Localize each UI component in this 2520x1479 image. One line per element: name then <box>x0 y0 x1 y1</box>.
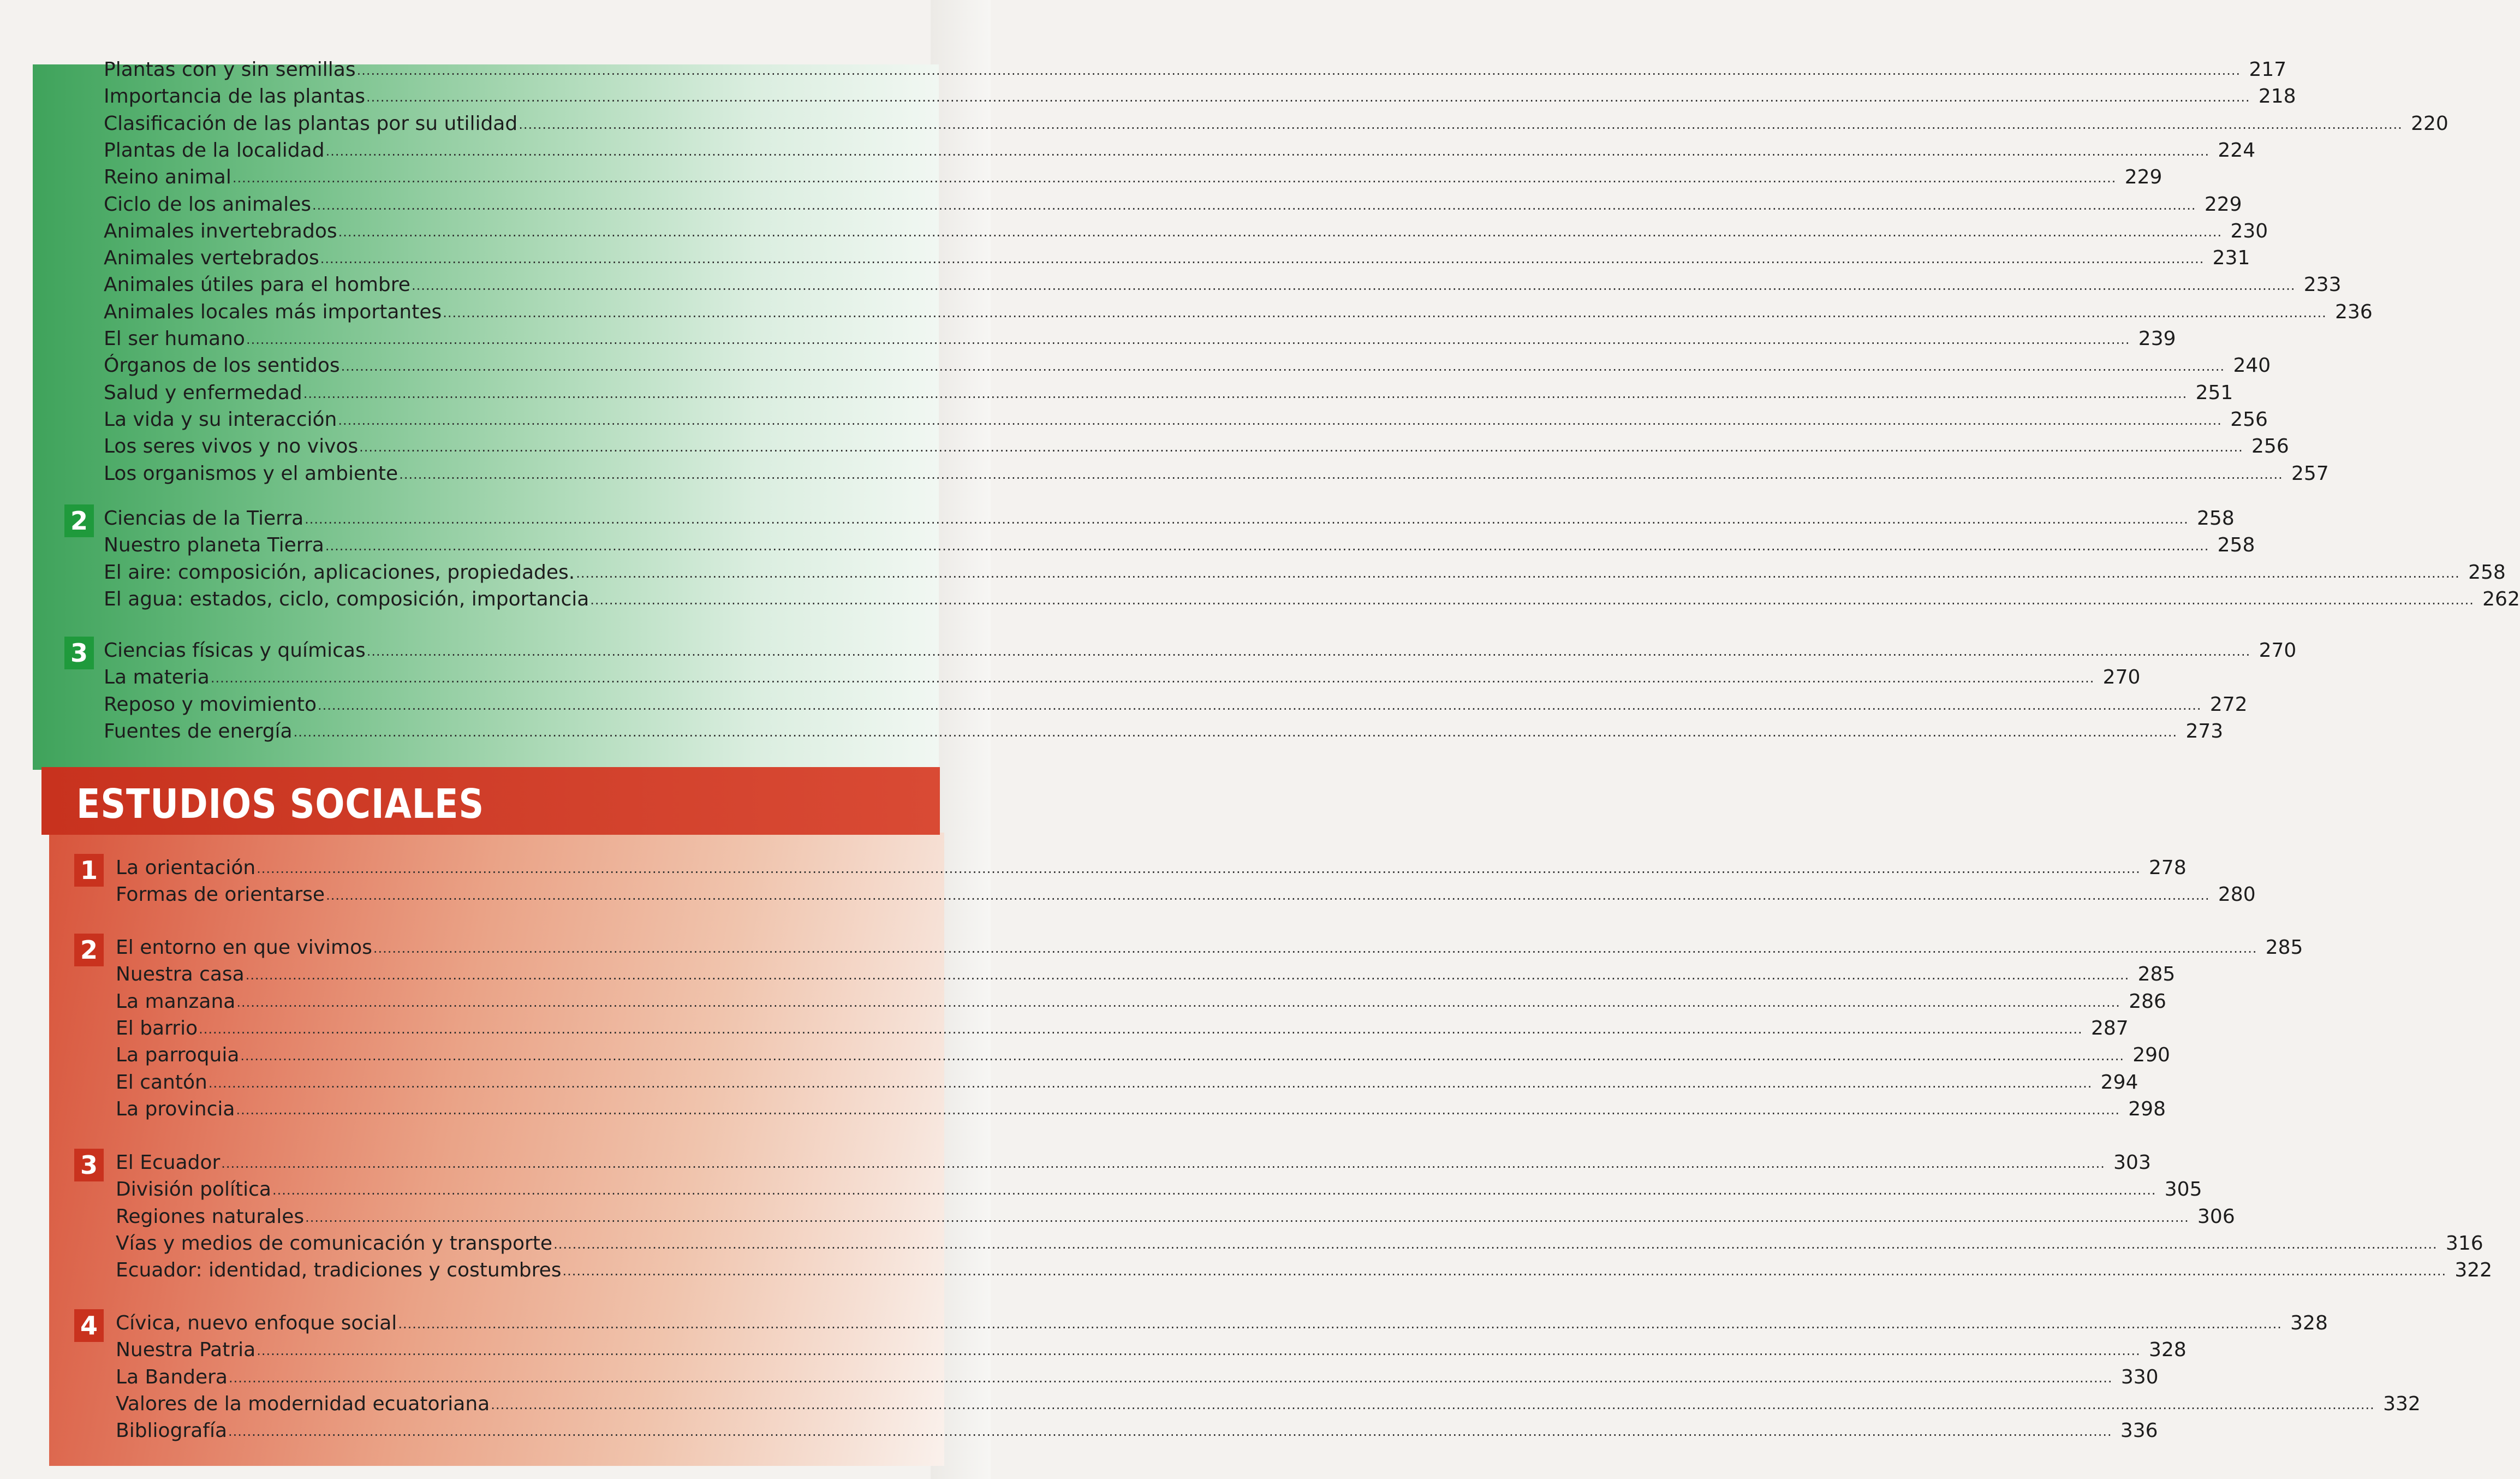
toc-entry-page: 287 <box>2090 1017 2129 1040</box>
dot-leader: ................................................................................................................................................................................................................................................................................................................................................................................................................ <box>519 116 2403 132</box>
toc-entry-page: 305 <box>2164 1178 2202 1201</box>
toc-entry-title: Vías y medios de comunicación y transporte <box>116 1232 553 1255</box>
toc-entry-title: Formas de orientarse <box>116 883 325 906</box>
toc-entry-page: 286 <box>2129 990 2166 1013</box>
toc-entry[interactable] <box>116 882 2256 908</box>
toc-entry-page: 229 <box>2124 166 2162 189</box>
toc-entry-page: 278 <box>2149 857 2187 879</box>
toc-entry-title: El entorno en que vivimos <box>116 936 372 959</box>
toc-entry[interactable] <box>104 111 2448 137</box>
dot-leader: ................................................................................................................................................................................................................................................................................................................................................................................................................ <box>553 1236 2438 1252</box>
toc-entry[interactable] <box>104 326 2176 352</box>
toc-entry-title: La vida y su interacción <box>104 408 337 431</box>
toc-entry-page: 270 <box>2102 666 2141 689</box>
dot-leader: ................................................................................................................................................................................................................................................................................................................................................................................................................ <box>341 359 2225 375</box>
toc-entry-title: El agua: estados, ciclo, composición, importancia <box>104 587 589 610</box>
dot-leader: ................................................................................................................................................................................................................................................................................................................................................................................................................ <box>312 197 2196 213</box>
dot-leader: ................................................................................................................................................................................................................................................................................................................................................................................................................ <box>338 412 2222 428</box>
toc-entry-title: La provincia <box>116 1097 235 1120</box>
toc-entry-title: Plantas de la localidad <box>104 139 325 162</box>
toc-entry[interactable] <box>104 272 2342 298</box>
toc-entry-page: 328 <box>2290 1312 2328 1334</box>
toc-entry[interactable] <box>116 1364 2159 1391</box>
toc-entry-title: Nuestra Patria <box>116 1339 256 1362</box>
toc-entry-title: Bibliografía <box>116 1419 228 1442</box>
section-number-badge: 4 <box>74 1309 104 1342</box>
section-number-badge: 2 <box>64 504 94 537</box>
toc-entry-title: Valores de la modernidad ecuatoriana <box>116 1392 490 1415</box>
dot-leader: ................................................................................................................................................................................................................................................................................................................................................................................................................ <box>359 439 2243 455</box>
toc-entry[interactable] <box>104 299 2373 325</box>
toc-entry-title: El cantón <box>116 1071 207 1094</box>
toc-entry-title: Nuestra casa <box>116 963 245 986</box>
dot-leader: ................................................................................................................................................................................................................................................................................................................................................................................................................ <box>246 332 2130 347</box>
toc-entry[interactable] <box>116 1042 2170 1068</box>
toc-entry[interactable] <box>116 1337 2187 1363</box>
toc-entry-page: 224 <box>2218 139 2256 162</box>
toc-entry[interactable] <box>104 138 2256 164</box>
toc-entry-title: La parroquia <box>116 1044 240 1067</box>
dot-leader: ................................................................................................................................................................................................................................................................................................................................................................................................................ <box>576 565 2460 581</box>
dot-leader: ................................................................................................................................................................................................................................................................................................................................................................................................................ <box>373 941 2257 956</box>
toc-entry[interactable] <box>104 638 2297 664</box>
toc-entry[interactable] <box>104 560 2506 586</box>
toc-entry[interactable] <box>104 461 2329 487</box>
toc-entry[interactable] <box>116 1391 2421 1417</box>
dot-leader: ................................................................................................................................................................................................................................................................................................................................................................................................................ <box>245 967 2130 983</box>
toc-entry-page: 231 <box>2212 247 2250 270</box>
toc-entry[interactable] <box>116 1257 2493 1284</box>
toc-entry-page: 230 <box>2230 219 2268 242</box>
toc-entry-title: Plantas con y sin semillas <box>104 58 356 81</box>
dot-leader: ................................................................................................................................................................................................................................................................................................................................................................................................................ <box>199 1021 2083 1037</box>
toc-entry-title: Órganos de los sentidos <box>104 354 340 377</box>
toc-entry-title: El ser humano <box>104 328 245 350</box>
toc-entry-title: Ciencias de la Tierra <box>104 507 304 530</box>
toc-entry-page: 218 <box>2258 85 2296 108</box>
toc-entry[interactable] <box>104 532 2255 559</box>
dot-leader: ................................................................................................................................................................................................................................................................................................................................................................................................................ <box>208 1075 2093 1091</box>
toc-entry-page: 258 <box>2468 561 2506 584</box>
toc-entry-title: Importancia de las plantas <box>104 85 366 108</box>
toc-entry-page: 217 <box>2249 58 2287 81</box>
toc-entry-page: 256 <box>2251 435 2289 458</box>
toc-entry-page: 285 <box>2265 936 2303 959</box>
toc-entry[interactable] <box>116 1310 2328 1337</box>
dot-leader: ................................................................................................................................................................................................................................................................................................................................................................................................................ <box>257 861 2141 876</box>
toc-entry-page: 258 <box>2197 507 2235 530</box>
dot-leader: ................................................................................................................................................................................................................................................................................................................................................................................................................ <box>229 1370 2113 1386</box>
dot-leader: ................................................................................................................................................................................................................................................................................................................................................................................................................ <box>240 1048 2124 1064</box>
toc-entry-page: 316 <box>2445 1232 2483 1255</box>
toc-entry-title: El Ecuador <box>116 1151 221 1174</box>
toc-entry-page: 251 <box>2195 381 2233 404</box>
toc-entry[interactable] <box>104 664 2141 691</box>
toc-entry-title: Reino animal <box>104 166 231 189</box>
section-title: ESTUDIOS SOCIALES <box>76 781 485 828</box>
toc-entry-page: 229 <box>2204 193 2242 216</box>
toc-entry-page: 236 <box>2335 300 2373 323</box>
toc-entry[interactable] <box>116 1418 2158 1444</box>
dot-leader: ................................................................................................................................................................................................................................................................................................................................................................................................................ <box>366 90 2250 105</box>
dot-leader: ................................................................................................................................................................................................................................................................................................................................................................................................................ <box>320 251 2205 267</box>
dot-leader: ................................................................................................................................................................................................................................................................................................................................................................................................................ <box>411 278 2296 294</box>
toc-entry[interactable] <box>104 433 2289 460</box>
dot-leader: ................................................................................................................................................................................................................................................................................................................................................................................................................ <box>305 1209 2189 1225</box>
dot-leader: ................................................................................................................................................................................................................................................................................................................................................................................................................ <box>590 592 2474 608</box>
dot-leader: ................................................................................................................................................................................................................................................................................................................................................................................................................ <box>305 512 2189 527</box>
section-number-badge: 3 <box>64 637 94 669</box>
toc-entry[interactable] <box>116 1070 2138 1096</box>
toc-entry-title: Reposo y movimiento <box>104 693 317 716</box>
dot-leader: ................................................................................................................................................................................................................................................................................................................................................................................................................ <box>399 466 2283 482</box>
dot-leader: ................................................................................................................................................................................................................................................................................................................................................................................................................ <box>210 670 2095 686</box>
toc-entry-title: Animales vertebrados <box>104 247 319 270</box>
toc-entry-title: El aire: composición, aplicaciones, propiedades. <box>104 561 575 584</box>
toc-entry-title: La orientación <box>116 857 256 879</box>
toc-entry-title: Nuestro planeta Tierra <box>104 534 324 557</box>
toc-entry-title: La materia <box>104 666 210 689</box>
toc-entry-page: 332 <box>2383 1392 2421 1415</box>
toc-entry-page: 294 <box>2100 1071 2138 1094</box>
toc-entry-title: División política <box>116 1178 271 1201</box>
toc-entry-page: 273 <box>2185 720 2224 743</box>
toc-entry[interactable] <box>104 718 2224 745</box>
toc-entry-title: Animales útiles para el hombre <box>104 274 410 296</box>
dot-leader: ................................................................................................................................................................................................................................................................................................................................................................................................................ <box>562 1263 2447 1279</box>
dot-leader: ................................................................................................................................................................................................................................................................................................................................................................................................................ <box>398 1316 2282 1332</box>
dot-leader: ................................................................................................................................................................................................................................................................................................................................................................................................................ <box>366 644 2251 659</box>
dot-leader: ................................................................................................................................................................................................................................................................................................................................................................................................................ <box>236 994 2120 1010</box>
toc-entry[interactable] <box>116 1096 2166 1122</box>
toc-entry-page: 306 <box>2197 1205 2235 1228</box>
toc-entry[interactable] <box>104 407 2268 433</box>
toc-entry-title: La manzana <box>116 990 236 1013</box>
toc-entry[interactable] <box>104 586 2520 613</box>
toc-entry[interactable] <box>116 1204 2235 1230</box>
dot-leader: ................................................................................................................................................................................................................................................................................................................................................................................................................ <box>325 143 2210 159</box>
toc-entry[interactable] <box>104 164 2162 191</box>
toc-entry[interactable] <box>116 1150 2151 1176</box>
toc-entry[interactable] <box>116 1231 2483 1257</box>
toc-entry-page: 298 <box>2128 1097 2166 1120</box>
toc-entry[interactable] <box>116 855 2187 881</box>
toc-entry-title: Animales locales más importantes <box>104 300 442 323</box>
dot-leader: ................................................................................................................................................................................................................................................................................................................................................................................................................ <box>325 538 2209 554</box>
toc-entry-page: 239 <box>2138 328 2176 350</box>
toc-entry[interactable] <box>104 84 2296 110</box>
toc-entry[interactable] <box>116 935 2303 961</box>
dot-leader: ................................................................................................................................................................................................................................................................................................................................................................................................................ <box>491 1397 2375 1412</box>
toc-entry-page: 258 <box>2217 534 2255 557</box>
toc-entry-page: 280 <box>2218 883 2256 906</box>
dot-leader: ................................................................................................................................................................................................................................................................................................................................................................................................................ <box>228 1424 2112 1440</box>
toc-entry-page: 262 <box>2482 587 2520 610</box>
toc-entry[interactable] <box>116 989 2166 1015</box>
toc-entry[interactable] <box>116 961 2176 988</box>
toc-entry-page: 233 <box>2303 274 2342 296</box>
toc-entry-title: Ciclo de los animales <box>104 193 311 216</box>
dot-leader: ................................................................................................................................................................................................................................................................................................................................................................................................................ <box>317 697 2202 713</box>
toc-entry[interactable] <box>116 1177 2202 1203</box>
toc-entry-title: Los seres vivos y no vivos <box>104 435 359 458</box>
toc-entry-title: Cívica, nuevo enfoque social <box>116 1312 397 1334</box>
toc-entry[interactable] <box>116 1015 2129 1042</box>
toc-entry-title: La Bandera <box>116 1365 228 1388</box>
toc-entry-page: 336 <box>2120 1419 2158 1442</box>
toc-entry-title: Fuentes de energía <box>104 720 293 743</box>
toc-entry-page: 328 <box>2149 1339 2187 1362</box>
toc-entry[interactable] <box>104 506 2235 532</box>
toc-entry-title: Animales invertebrados <box>104 219 337 242</box>
toc-entry-title: Clasificación de las plantas por su utilidad <box>104 112 518 135</box>
toc-entry-page: 330 <box>2120 1365 2159 1388</box>
toc-entry-page: 322 <box>2455 1259 2493 1282</box>
section-number-badge: 3 <box>74 1149 104 1181</box>
toc-entry[interactable] <box>104 353 2271 379</box>
toc-entry-page: 303 <box>2113 1151 2151 1174</box>
toc-entry-page: 290 <box>2132 1044 2170 1067</box>
dot-leader: ................................................................................................................................................................................................................................................................................................................................................................................................................ <box>303 385 2188 401</box>
dot-leader: ................................................................................................................................................................................................................................................................................................................................................................................................................ <box>257 1343 2141 1359</box>
toc-entry-page: 240 <box>2233 354 2271 377</box>
toc-entry[interactable] <box>104 192 2242 218</box>
dot-leader: ................................................................................................................................................................................................................................................................................................................................................................................................................ <box>326 888 2210 904</box>
dot-leader: ................................................................................................................................................................................................................................................................................................................................................................................................................ <box>272 1183 2156 1198</box>
toc-entry-page: 256 <box>2230 408 2268 431</box>
dot-leader: ................................................................................................................................................................................................................................................................................................................................................................................................................ <box>293 724 2178 740</box>
toc-entry[interactable] <box>104 57 2287 83</box>
toc-entry-title: Ciencias físicas y químicas <box>104 639 366 662</box>
dot-leader: ................................................................................................................................................................................................................................................................................................................................................................................................................ <box>338 224 2223 240</box>
toc-entry[interactable] <box>104 380 2233 406</box>
toc-entry-title: Regiones naturales <box>116 1205 305 1228</box>
toc-entry-title: El barrio <box>116 1017 198 1040</box>
toc-entry-page: 272 <box>2209 693 2248 716</box>
section-number-badge: 2 <box>74 934 104 966</box>
dot-leader: ................................................................................................................................................................................................................................................................................................................................................................................................................ <box>356 63 2241 78</box>
toc-entry-page: 285 <box>2137 963 2176 986</box>
toc-entry[interactable] <box>104 245 2250 271</box>
toc-entry-page: 257 <box>2291 462 2329 485</box>
dot-leader: ................................................................................................................................................................................................................................................................................................................................................................................................................ <box>236 1102 2120 1118</box>
toc-entry-title: Ecuador: identidad, tradiciones y costumbres <box>116 1259 562 1282</box>
dot-leader: ................................................................................................................................................................................................................................................................................................................................................................................................................ <box>443 305 2327 320</box>
toc-entry[interactable] <box>104 218 2268 245</box>
dot-leader: ................................................................................................................................................................................................................................................................................................................................................................................................................ <box>221 1156 2105 1171</box>
dot-leader: ................................................................................................................................................................................................................................................................................................................................................................................................................ <box>232 170 2117 186</box>
section-number-badge: 1 <box>74 854 104 887</box>
toc-entry[interactable] <box>104 692 2248 718</box>
toc-entry-page: 220 <box>2411 112 2448 135</box>
toc-entry-page: 270 <box>2259 639 2297 662</box>
toc-entry-title: Salud y enfermedad <box>104 381 302 404</box>
toc-entry-title: Los organismos y el ambiente <box>104 462 398 485</box>
